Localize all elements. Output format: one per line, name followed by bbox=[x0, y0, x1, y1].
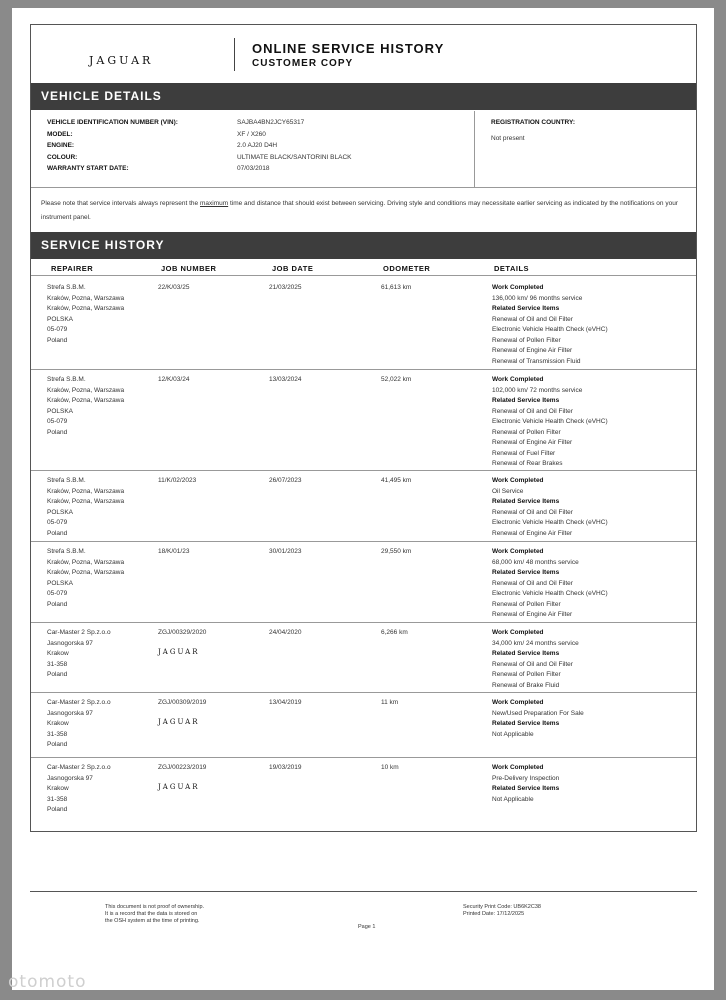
job-number-cell: ZGJ/00223/2019 bbox=[158, 764, 207, 771]
repairer-cell bbox=[47, 628, 111, 681]
repairer-line: 05-079 bbox=[47, 326, 68, 333]
repairer-cell bbox=[47, 375, 124, 438]
job-date-cell: 13/04/2019 bbox=[269, 699, 302, 706]
details-heading: Related Service Items bbox=[492, 650, 560, 657]
details-item: 136,000 km/ 96 months service bbox=[492, 294, 583, 302]
vehicle-details-divider bbox=[474, 111, 475, 188]
details-heading: Work Completed bbox=[492, 284, 544, 291]
repairer-line: Krakow bbox=[47, 785, 69, 792]
repairer-line: 31-358 bbox=[47, 730, 68, 738]
details-item: 34,000 km/ 24 months service bbox=[492, 639, 579, 647]
details-cell bbox=[492, 375, 608, 470]
job-number-cell: 11/K/02/2023 bbox=[158, 477, 197, 484]
repairer-jaguar-logo: JAGUAR bbox=[158, 718, 200, 726]
repairer-line: Krakow bbox=[47, 720, 69, 727]
odometer-cell: 61,613 km bbox=[381, 284, 412, 291]
repairer-line: Strefa S.B.M. bbox=[47, 376, 86, 383]
registration-country-value: Not present bbox=[491, 135, 525, 142]
details-item: Not Applicable bbox=[492, 795, 534, 803]
job-date-cell: 26/07/2023 bbox=[269, 477, 302, 484]
repairer-cell bbox=[47, 698, 111, 751]
details-item: Pre-Delivery Inspection bbox=[492, 774, 560, 782]
column-header-job-date: JOB DATE bbox=[272, 264, 314, 273]
repairer-jaguar-logo: JAGUAR bbox=[158, 648, 200, 656]
vehicle-field-value: 07/03/2018 bbox=[237, 165, 270, 172]
details-item: Renewal of Oil and Oil Filter bbox=[492, 508, 573, 516]
repairer-jaguar-logo: JAGUAR bbox=[158, 783, 200, 791]
repairer-line: Kraków, Pozna, Warszawa bbox=[47, 558, 125, 566]
document-title: ONLINE SERVICE HISTORY bbox=[252, 41, 445, 56]
details-item: Renewal of Pollen Filter bbox=[492, 671, 561, 678]
details-heading: Work Completed bbox=[492, 764, 544, 771]
vehicle-field-row bbox=[47, 142, 467, 153]
footer-disclaimer-line: the OSH system at the time of printing. bbox=[105, 918, 200, 924]
repairer-line: Strefa S.B.M. bbox=[47, 477, 86, 484]
details-heading: Work Completed bbox=[492, 699, 544, 706]
vehicle-field-label: WARRANTY START DATE: bbox=[47, 165, 129, 172]
details-item: Renewal of Brake Fluid bbox=[492, 681, 560, 689]
repairer-line: 31-358 bbox=[47, 795, 68, 803]
repairer-line: Poland bbox=[47, 336, 68, 344]
job-date-cell: 21/03/2025 bbox=[269, 284, 302, 291]
details-item: Renewal of Oil and Oil Filter bbox=[492, 579, 573, 587]
table-row bbox=[31, 370, 696, 471]
details-item: 68,000 km/ 48 months service bbox=[492, 558, 579, 566]
details-heading: Related Service Items bbox=[492, 720, 560, 727]
details-heading: Work Completed bbox=[492, 477, 544, 484]
repairer-line: POLSKA bbox=[47, 579, 74, 587]
repairer-cell bbox=[47, 763, 111, 816]
repairer-line: Jasnogorska 97 bbox=[47, 774, 93, 782]
repairer-line: Kraków, Pozna, Warszawa bbox=[47, 498, 125, 505]
details-item: New/Used Preparation For Sale bbox=[492, 709, 584, 717]
details-item: Renewal of Oil and Oil Filter bbox=[492, 407, 573, 415]
details-cell bbox=[492, 547, 608, 621]
jaguar-logo: JAGUAR bbox=[89, 54, 154, 67]
vehicle-field-row bbox=[47, 165, 467, 176]
column-header-odometer: ODOMETER bbox=[383, 264, 431, 273]
note-emphasis: maximum bbox=[199, 200, 229, 207]
repairer-line: Strefa S.B.M. bbox=[47, 284, 86, 291]
details-item: Renewal of Engine Air Filter bbox=[492, 439, 573, 446]
footer-rule bbox=[30, 891, 697, 892]
column-header-repairer: REPAIRER bbox=[51, 264, 94, 273]
column-header-job-number: JOB NUMBER bbox=[161, 264, 217, 273]
job-number-cell: 18/K/01/23 bbox=[158, 548, 190, 555]
repairer-line: Car-Master 2 Sp.z.o.o bbox=[47, 629, 111, 636]
vehicle-field-value: 2.0 AJ20 D4H bbox=[237, 142, 278, 149]
job-number-cell: 12/K/03/24 bbox=[158, 376, 190, 383]
repairer-line: Car-Master 2 Sp.z.o.o bbox=[47, 699, 111, 706]
repairer-line: Poland bbox=[47, 671, 68, 678]
details-cell bbox=[492, 698, 584, 740]
odometer-cell: 29,550 km bbox=[381, 548, 412, 555]
odometer-cell: 10 km bbox=[381, 764, 399, 771]
vehicle-field-label: ENGINE: bbox=[47, 142, 75, 149]
repairer-line: 05-079 bbox=[47, 590, 68, 597]
document-header bbox=[31, 25, 696, 83]
table-row bbox=[31, 278, 696, 370]
details-item: Renewal of Oil and Oil Filter bbox=[492, 660, 573, 668]
repairer-line: POLSKA bbox=[47, 508, 74, 516]
registration-country-label: REGISTRATION COUNTRY: bbox=[491, 119, 576, 126]
details-cell bbox=[492, 283, 608, 367]
details-item: Oil Service bbox=[492, 487, 524, 495]
repairer-line: Kraków, Pozna, Warszawa bbox=[47, 386, 125, 394]
details-heading: Related Service Items bbox=[492, 785, 560, 792]
repairer-line: Poland bbox=[47, 529, 68, 537]
details-item: Electronic Vehicle Health Check (eVHC) bbox=[492, 418, 608, 425]
details-item: Not Applicable bbox=[492, 730, 534, 738]
vehicle-field-value: SAJBA4BN2JCY65317 bbox=[237, 119, 305, 126]
repairer-line: Kraków, Pozna, Warszawa bbox=[47, 397, 125, 404]
odometer-cell: 41,495 km bbox=[381, 477, 412, 484]
odometer-cell: 6,266 km bbox=[381, 629, 408, 636]
page-number: Page 1 bbox=[358, 924, 376, 930]
details-item: Electronic Vehicle Health Check (eVHC) bbox=[492, 519, 608, 526]
repairer-line: Poland bbox=[47, 806, 68, 813]
repairer-line: Kraków, Pozna, Warszawa bbox=[47, 294, 125, 302]
footer-print-line: Security Print Code: UB6K2C38 bbox=[463, 904, 541, 910]
details-item: Renewal of Pollen Filter bbox=[492, 336, 561, 344]
footer-disclaimer-line: This document is not proof of ownership. bbox=[105, 904, 205, 910]
repairer-line: Kraków, Pozna, Warszawa bbox=[47, 305, 125, 312]
vehicle-field-row bbox=[47, 119, 467, 130]
details-item: Renewal of Pollen Filter bbox=[492, 600, 561, 608]
service-history-header-row bbox=[31, 259, 696, 276]
repairer-line: Strefa S.B.M. bbox=[47, 548, 86, 555]
note-text-end: time and distance that should exist between servicing. Driving style and conditions may necessitate earlier servicing as indicated by the notifications on your instrument panel. bbox=[41, 200, 678, 221]
footer-disclaimer bbox=[105, 904, 204, 925]
details-item: Renewal of Engine Air Filter bbox=[492, 347, 573, 354]
repairer-cell bbox=[47, 476, 124, 539]
details-item: Electronic Vehicle Health Check (eVHC) bbox=[492, 326, 608, 333]
job-number-cell: 22/K/03/25 bbox=[158, 284, 190, 291]
details-heading: Work Completed bbox=[492, 376, 544, 383]
details-item: Renewal of Engine Air Filter bbox=[492, 529, 573, 537]
details-item: 102,000 km/ 72 months service bbox=[492, 386, 583, 394]
details-heading: Work Completed bbox=[492, 548, 544, 555]
vehicle-field-label: VEHICLE IDENTIFICATION NUMBER (VIN): bbox=[47, 119, 178, 126]
vehicle-details-section bbox=[31, 111, 696, 188]
job-number-cell: ZGJ/00329/2020 bbox=[158, 629, 207, 636]
footer-print-line: Printed Date: 17/12/2025 bbox=[463, 911, 525, 917]
repairer-line: Poland bbox=[47, 600, 68, 608]
table-row bbox=[31, 542, 696, 623]
repairer-line: POLSKA bbox=[47, 315, 74, 323]
table-row bbox=[31, 693, 696, 758]
details-heading: Related Service Items bbox=[492, 305, 560, 312]
repairer-line: POLSKA bbox=[47, 407, 74, 415]
footer-print-info bbox=[463, 904, 541, 918]
repairer-line: 31-358 bbox=[47, 660, 68, 668]
job-date-cell: 13/03/2024 bbox=[269, 376, 302, 383]
service-history-heading: SERVICE HISTORY bbox=[31, 232, 696, 259]
vehicle-field-value: ULTIMATE BLACK/SANTORINI BLACK bbox=[237, 153, 352, 161]
repairer-line: 05-079 bbox=[47, 418, 68, 425]
vehicle-field-row bbox=[47, 131, 467, 142]
header-divider bbox=[234, 38, 235, 71]
footer-disclaimer-line: It is a record that the data is stored on bbox=[105, 911, 198, 917]
vehicle-details-heading: VEHICLE DETAILS bbox=[31, 83, 696, 110]
vehicle-field-row bbox=[47, 154, 467, 165]
job-number-cell: ZGJ/00309/2019 bbox=[158, 699, 207, 706]
vehicle-field-label: MODEL: bbox=[47, 130, 73, 138]
details-heading: Work Completed bbox=[492, 629, 544, 636]
details-item: Renewal of Rear Brakes bbox=[492, 460, 563, 467]
repairer-line: Kraków, Pozna, Warszawa bbox=[47, 487, 125, 495]
repairer-cell bbox=[47, 547, 124, 610]
job-date-cell: 19/03/2019 bbox=[269, 764, 302, 771]
job-date-cell: 30/01/2023 bbox=[269, 548, 302, 555]
repairer-line: Jasnogorska 97 bbox=[47, 709, 93, 717]
details-cell bbox=[492, 763, 559, 805]
details-cell bbox=[492, 628, 579, 691]
document-frame bbox=[30, 24, 697, 832]
repairer-line: Car-Master 2 Sp.z.o.o bbox=[47, 764, 111, 771]
details-item: Renewal of Fuel Filter bbox=[492, 449, 556, 457]
job-date-cell: 24/04/2020 bbox=[269, 629, 302, 636]
odometer-cell: 11 km bbox=[381, 699, 399, 706]
details-item: Renewal of Pollen Filter bbox=[492, 428, 561, 436]
repairer-cell bbox=[47, 283, 124, 346]
repairer-line: Poland bbox=[47, 428, 68, 436]
repairer-line: 05-079 bbox=[47, 519, 68, 526]
repairer-line: Krakow bbox=[47, 650, 69, 657]
registration-country bbox=[491, 119, 575, 142]
vehicle-field-label: COLOUR: bbox=[47, 153, 78, 161]
details-item: Renewal of Transmission Fluid bbox=[492, 357, 581, 365]
column-header-details: DETAILS bbox=[494, 264, 530, 273]
details-heading: Related Service Items bbox=[492, 498, 560, 505]
service-interval-note bbox=[41, 197, 691, 225]
table-row bbox=[31, 623, 696, 693]
repairer-line: Kraków, Pozna, Warszawa bbox=[47, 569, 125, 576]
vehicle-field-value: XF / X260 bbox=[237, 130, 266, 138]
details-cell bbox=[492, 476, 608, 539]
table-row bbox=[31, 758, 696, 823]
details-item: Renewal of Oil and Oil Filter bbox=[492, 315, 573, 323]
repairer-line: Poland bbox=[47, 741, 68, 748]
document-subtitle: CUSTOMER COPY bbox=[252, 58, 354, 69]
repairer-line: Jasnogorska 97 bbox=[47, 639, 93, 647]
details-item: Electronic Vehicle Health Check (eVHC) bbox=[492, 590, 608, 597]
table-row bbox=[31, 471, 696, 542]
details-heading: Related Service Items bbox=[492, 397, 560, 404]
details-heading: Related Service Items bbox=[492, 569, 560, 576]
otomoto-watermark: otomoto bbox=[8, 972, 87, 992]
note-text-start: Please note that service intervals always represent the bbox=[41, 200, 200, 207]
details-item: Renewal of Engine Air Filter bbox=[492, 611, 573, 618]
odometer-cell: 52,022 km bbox=[381, 376, 412, 383]
